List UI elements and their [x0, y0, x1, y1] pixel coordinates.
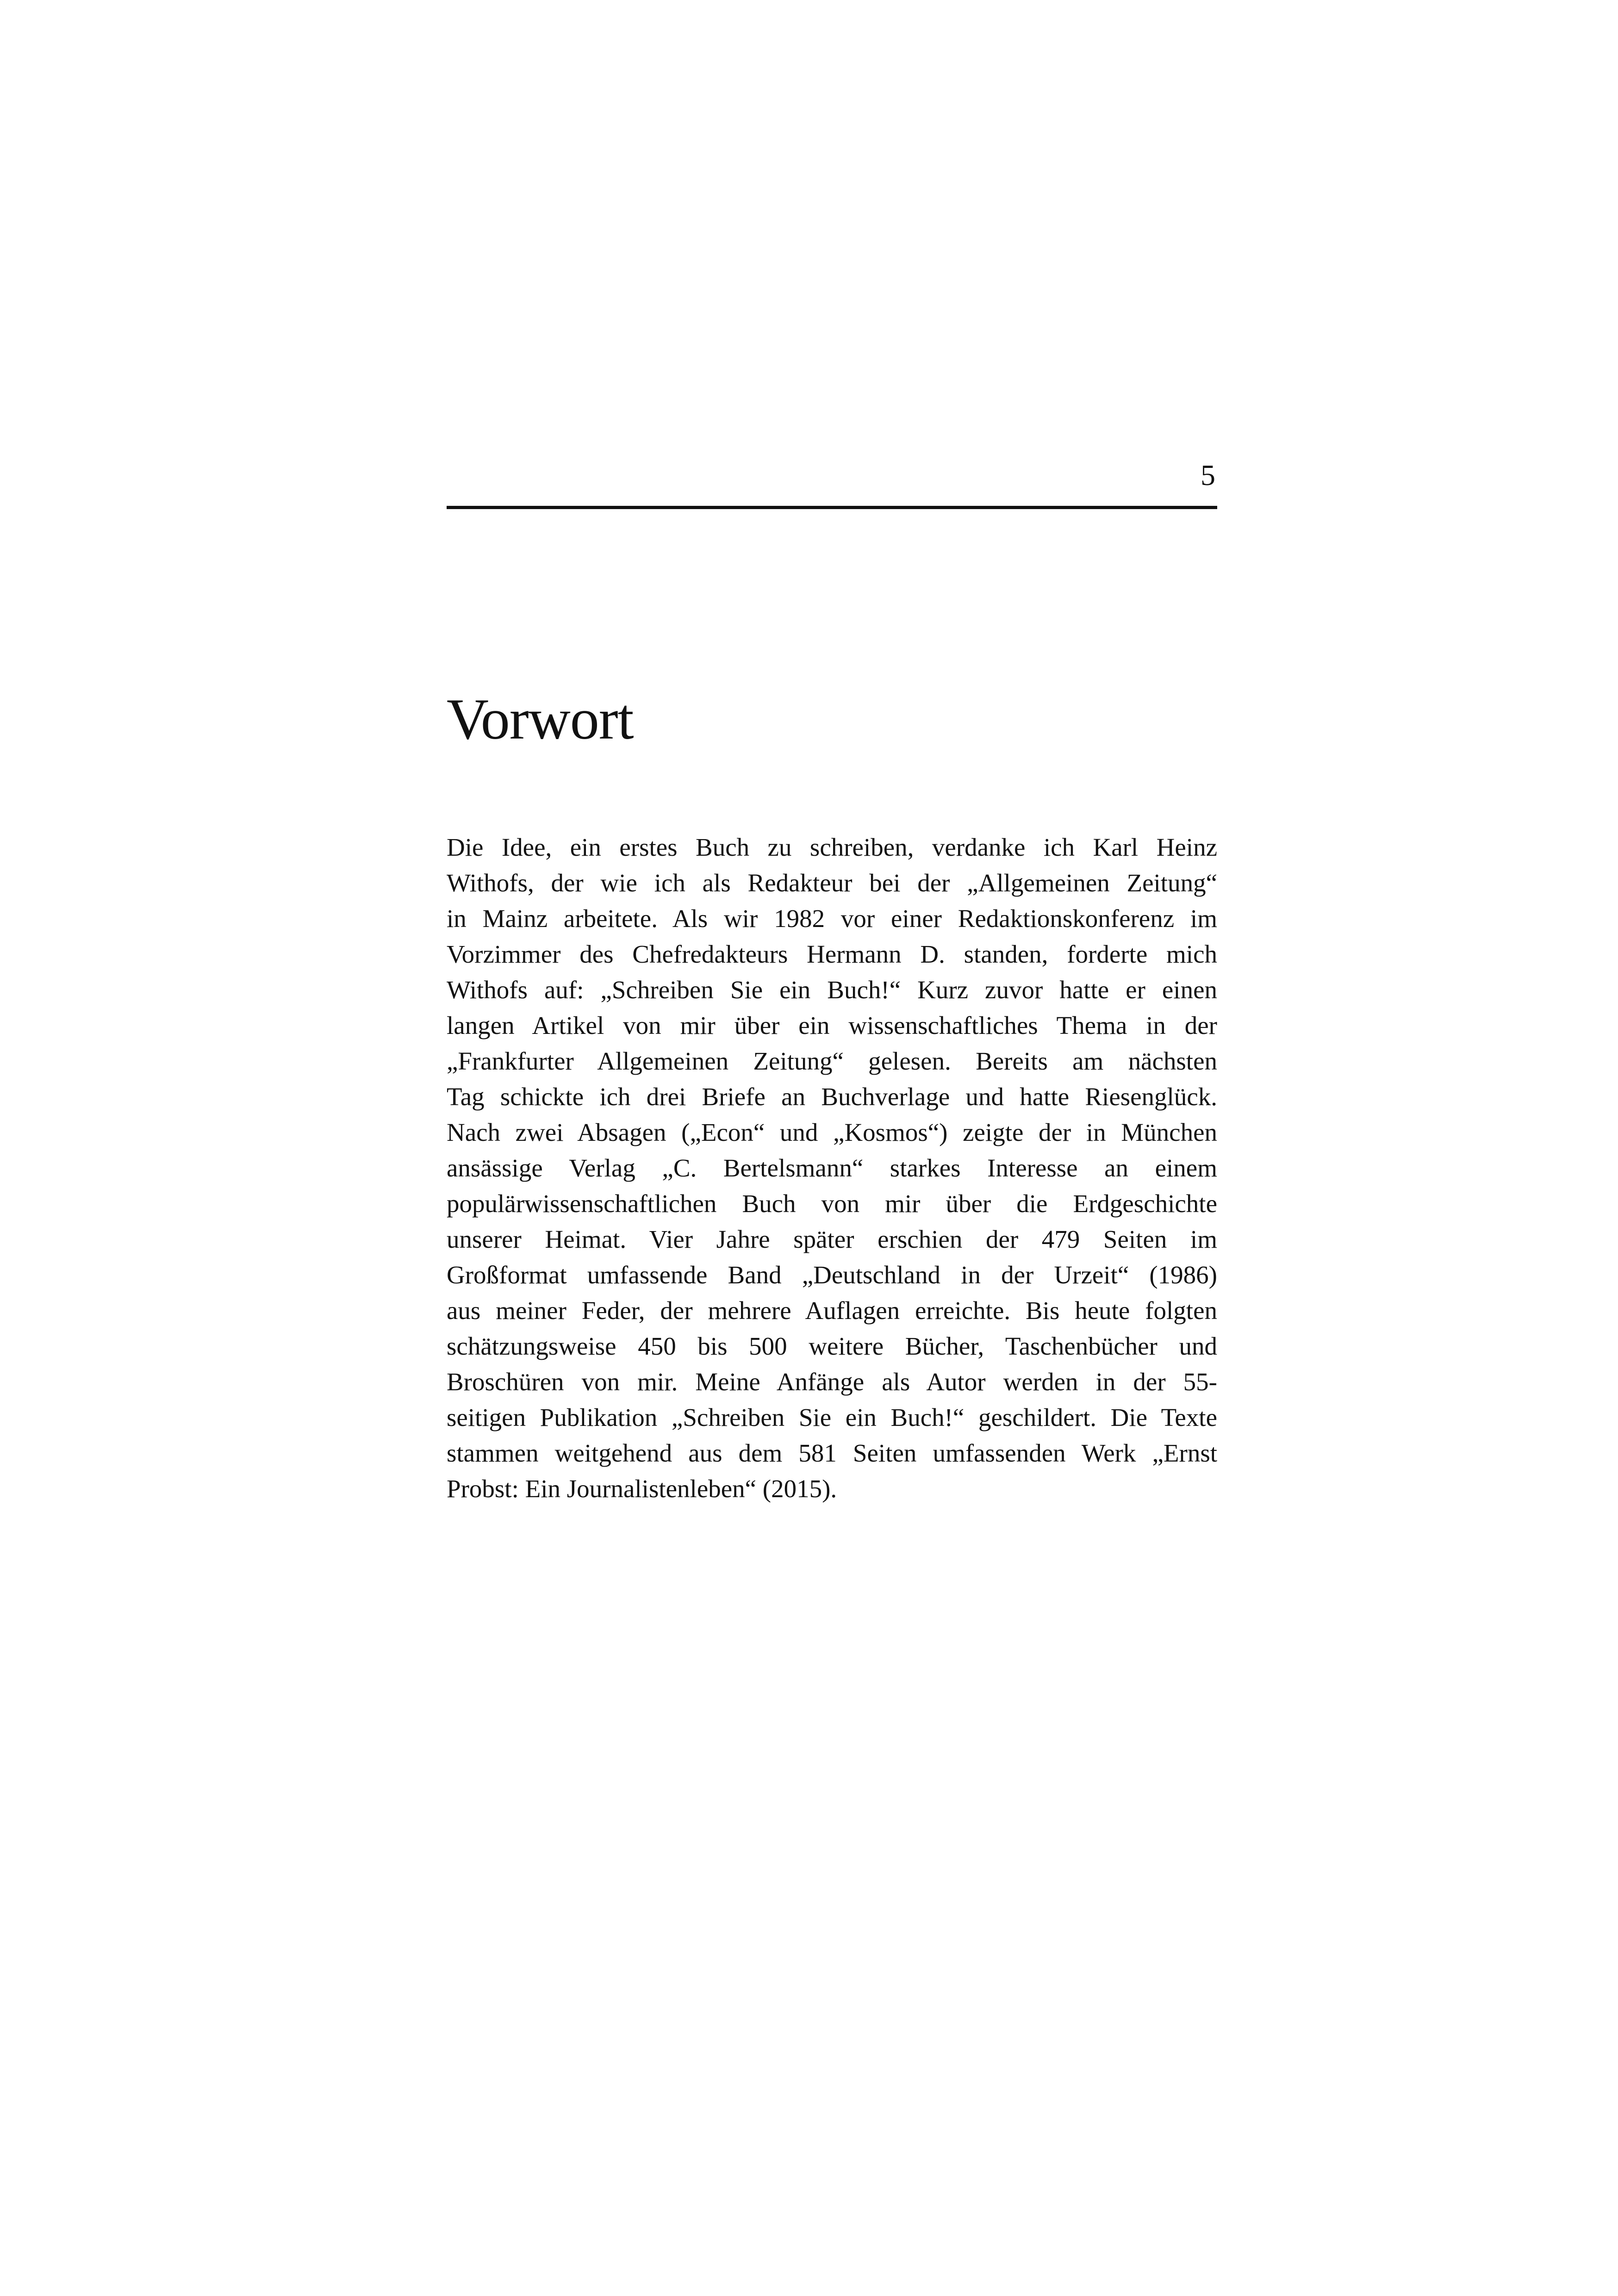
page-number: 5	[1201, 459, 1215, 492]
running-header	[447, 458, 1217, 509]
paragraph-line: schätzungsweise 450 bis 500 weitere Bücher, Taschenbücher und	[447, 1332, 1217, 1360]
paragraph-line: stammen weitgehend aus dem 581 Seiten umfassenden Werk „Ernst	[447, 1439, 1217, 1467]
paragraph-line: langen Artikel von mir über ein wissenschaftliches Thema in der	[447, 1011, 1217, 1039]
chapter-title: Vorwort	[447, 687, 634, 752]
paragraph-line: populärwissenschaftlichen Buch von mir über die Erdgeschichte	[447, 1189, 1217, 1218]
paragraph-line: ansässige Verlag „C. Bertelsmann“ starkes Interesse an einem	[447, 1154, 1217, 1182]
paragraph-line: seitigen Publikation „Schreiben Sie ein Buch!“ geschildert. Die Texte	[447, 1403, 1217, 1431]
paragraph-line: Tag schickte ich drei Briefe an Buchverlage und hatte Riesenglück.	[447, 1083, 1217, 1111]
paragraph-line: unserer Heimat. Vier Jahre später erschien der 479 Seiten im	[447, 1225, 1217, 1253]
paragraph-line: Withofs, der wie ich als Redakteur bei der „Allgemeinen Zeitung“	[447, 869, 1217, 897]
paragraph-line: aus meiner Feder, der mehrere Auflagen erreichte. Bis heute folgten	[447, 1296, 1217, 1325]
paragraph-line: Die Idee, ein erstes Buch zu schreiben, verdanke ich Karl Heinz	[447, 833, 1217, 861]
paragraph-line: Vorzimmer des Chefredakteurs Hermann D. standen, forderte mich	[447, 940, 1217, 968]
paragraph-line: Broschüren von mir. Meine Anfänge als Autor werden in der 55-	[447, 1368, 1217, 1396]
paragraph-line: in Mainz arbeitete. Als wir 1982 vor einer Redaktionskonferenz im	[447, 904, 1217, 933]
paragraph-line: „Frankfurter Allgemeinen Zeitung“ gelesen. Bereits am nächsten	[447, 1047, 1217, 1075]
paragraph-line: Withofs auf: „Schreiben Sie ein Buch!“ Kurz zuvor hatte er einen	[447, 976, 1217, 1004]
paragraph-line: Großformat umfassende Band „Deutschland in der Urzeit“ (1986)	[447, 1261, 1217, 1289]
body-paragraph	[447, 829, 1217, 1506]
paragraph-line: Nach zwei Absagen („Econ“ und „Kosmos“) zeigte der in München	[447, 1118, 1217, 1146]
paragraph-line: Probst: Ein Journalistenleben“ (2015).	[447, 1475, 837, 1503]
